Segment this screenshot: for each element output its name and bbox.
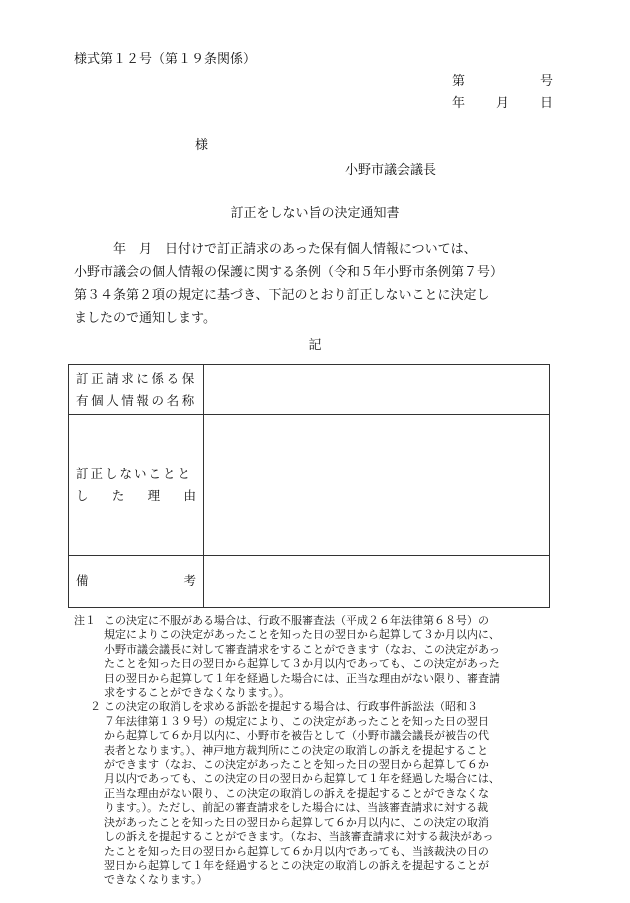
value-cell-info-name [204,365,550,415]
note-line: この決定の取消しを求める訴訟を提起する場合は、行政事件訴訟法（昭和３ [104,700,478,714]
note-2 [74,700,564,887]
label-line: 訂正請求に係る保 [76,370,197,386]
label-cell-info-name [69,365,204,415]
label-cell-remarks [69,555,204,607]
date-day: 日 [540,96,554,111]
label-char: 考 [183,573,196,589]
date-year: 年 [452,96,466,111]
document-title: 訂正をしない旨の決定通知書 [230,206,400,221]
note-line: 月以内であっても、この決定の日の翌日から起算して１年を経過した場合には、 [104,772,500,786]
note-1 [74,614,564,700]
value-cell-remarks [204,555,550,607]
note-line: しの訴えを提起することができます。（なお、当該審査請求に対する裁決があっ [104,830,494,844]
note-line: から起算して６か月以内に、小野市を被告として（小野市議会議長が被告の代 [104,729,489,743]
label-line [69,485,203,507]
label-char: た [111,487,125,503]
label-char: し [76,487,89,503]
body-paragraph [74,238,554,330]
note-number: 注１ [74,614,96,627]
label-char: 備 [76,573,89,589]
note-line: 求をすることができなくなります。）。 [104,686,291,700]
body-line: 年 月 日付けで訂正請求のあった保有個人情報については、 [74,242,477,257]
note-number: ２ [90,700,101,714]
note-line: ７年法律第１３９号）の規定により、この決定があったことを知った日の翌日 [104,714,489,728]
note-line: 翌日から起算して１年を経過するとこの決定の取消しの訴えを提起することが [104,858,489,872]
note-line: 小野市議会議長に対して審査請求をすることができます（なお、この決定があっ [104,642,500,656]
note-line: たことを知った日の翌日から起算して６か月以内であっても、当該裁決の日の [104,844,489,858]
note-line: 決があったことを知った日の翌日から起算して６か月以内に、この決定の取消 [104,815,489,829]
note-line: ができます（なお、この決定があったことを知った日の翌日から起算して６か [104,758,489,772]
label-char: 理 [147,487,161,503]
note-line: 正当な理由がない限り、この決定の取消しの訴えを提起することができなくな [104,786,489,800]
document-number-suffix: 号 [540,74,554,89]
note-line: たことを知った日の翌日から起算して３か月以内であっても、この決定があった [104,657,500,671]
notes-section [74,614,564,888]
sender-name: 小野市議会議長 [345,163,437,178]
addressee-honorific: 様 [195,138,209,153]
document-number-label: 第 [452,74,466,89]
label-line: 有個人情報の名称 [76,392,197,408]
label-cell-reason [69,415,204,556]
note-line: できなくなります。） [104,873,208,887]
body-line: 第３４条第２項の規定に基づき、下記のとおり訂正しないことに決定し [74,288,490,303]
table-row [69,415,550,556]
detail-table [68,364,550,608]
date-month: 月 [496,96,510,111]
note-line: 規定によりこの決定があったことを知った日の翌日から起算して３か月以内に、 [104,628,500,642]
ki-heading: 記 [308,338,322,353]
body-line: 小野市議会の個人情報の保護に関する条例（令和５年小野市条例第７号） [74,265,504,280]
note-line: この決定に不服がある場合は、行政不服審査法（平成２６年法律第６８号）の [104,614,489,627]
label-line [69,570,203,592]
note-line: ります。）。ただし、前記の審査請求をした場合には、当該審査請求に対する裁 [104,801,489,815]
table-row [69,555,550,607]
note-line: 表者となります。）、神戸地方裁判所にこの決定の取消しの訴えを提起すること [104,743,489,757]
label-line: 訂正しないことと [76,465,193,481]
table-row [69,365,550,415]
note-line: 日の翌日から起算して１年を経過した場合には、正当な理由がない限り、審査請 [104,671,500,685]
value-cell-reason [204,415,550,556]
form-number: 様式第１２号（第１９条関係） [74,52,257,67]
label-char: 由 [183,487,196,503]
body-line: ましたので通知します。 [74,311,216,326]
